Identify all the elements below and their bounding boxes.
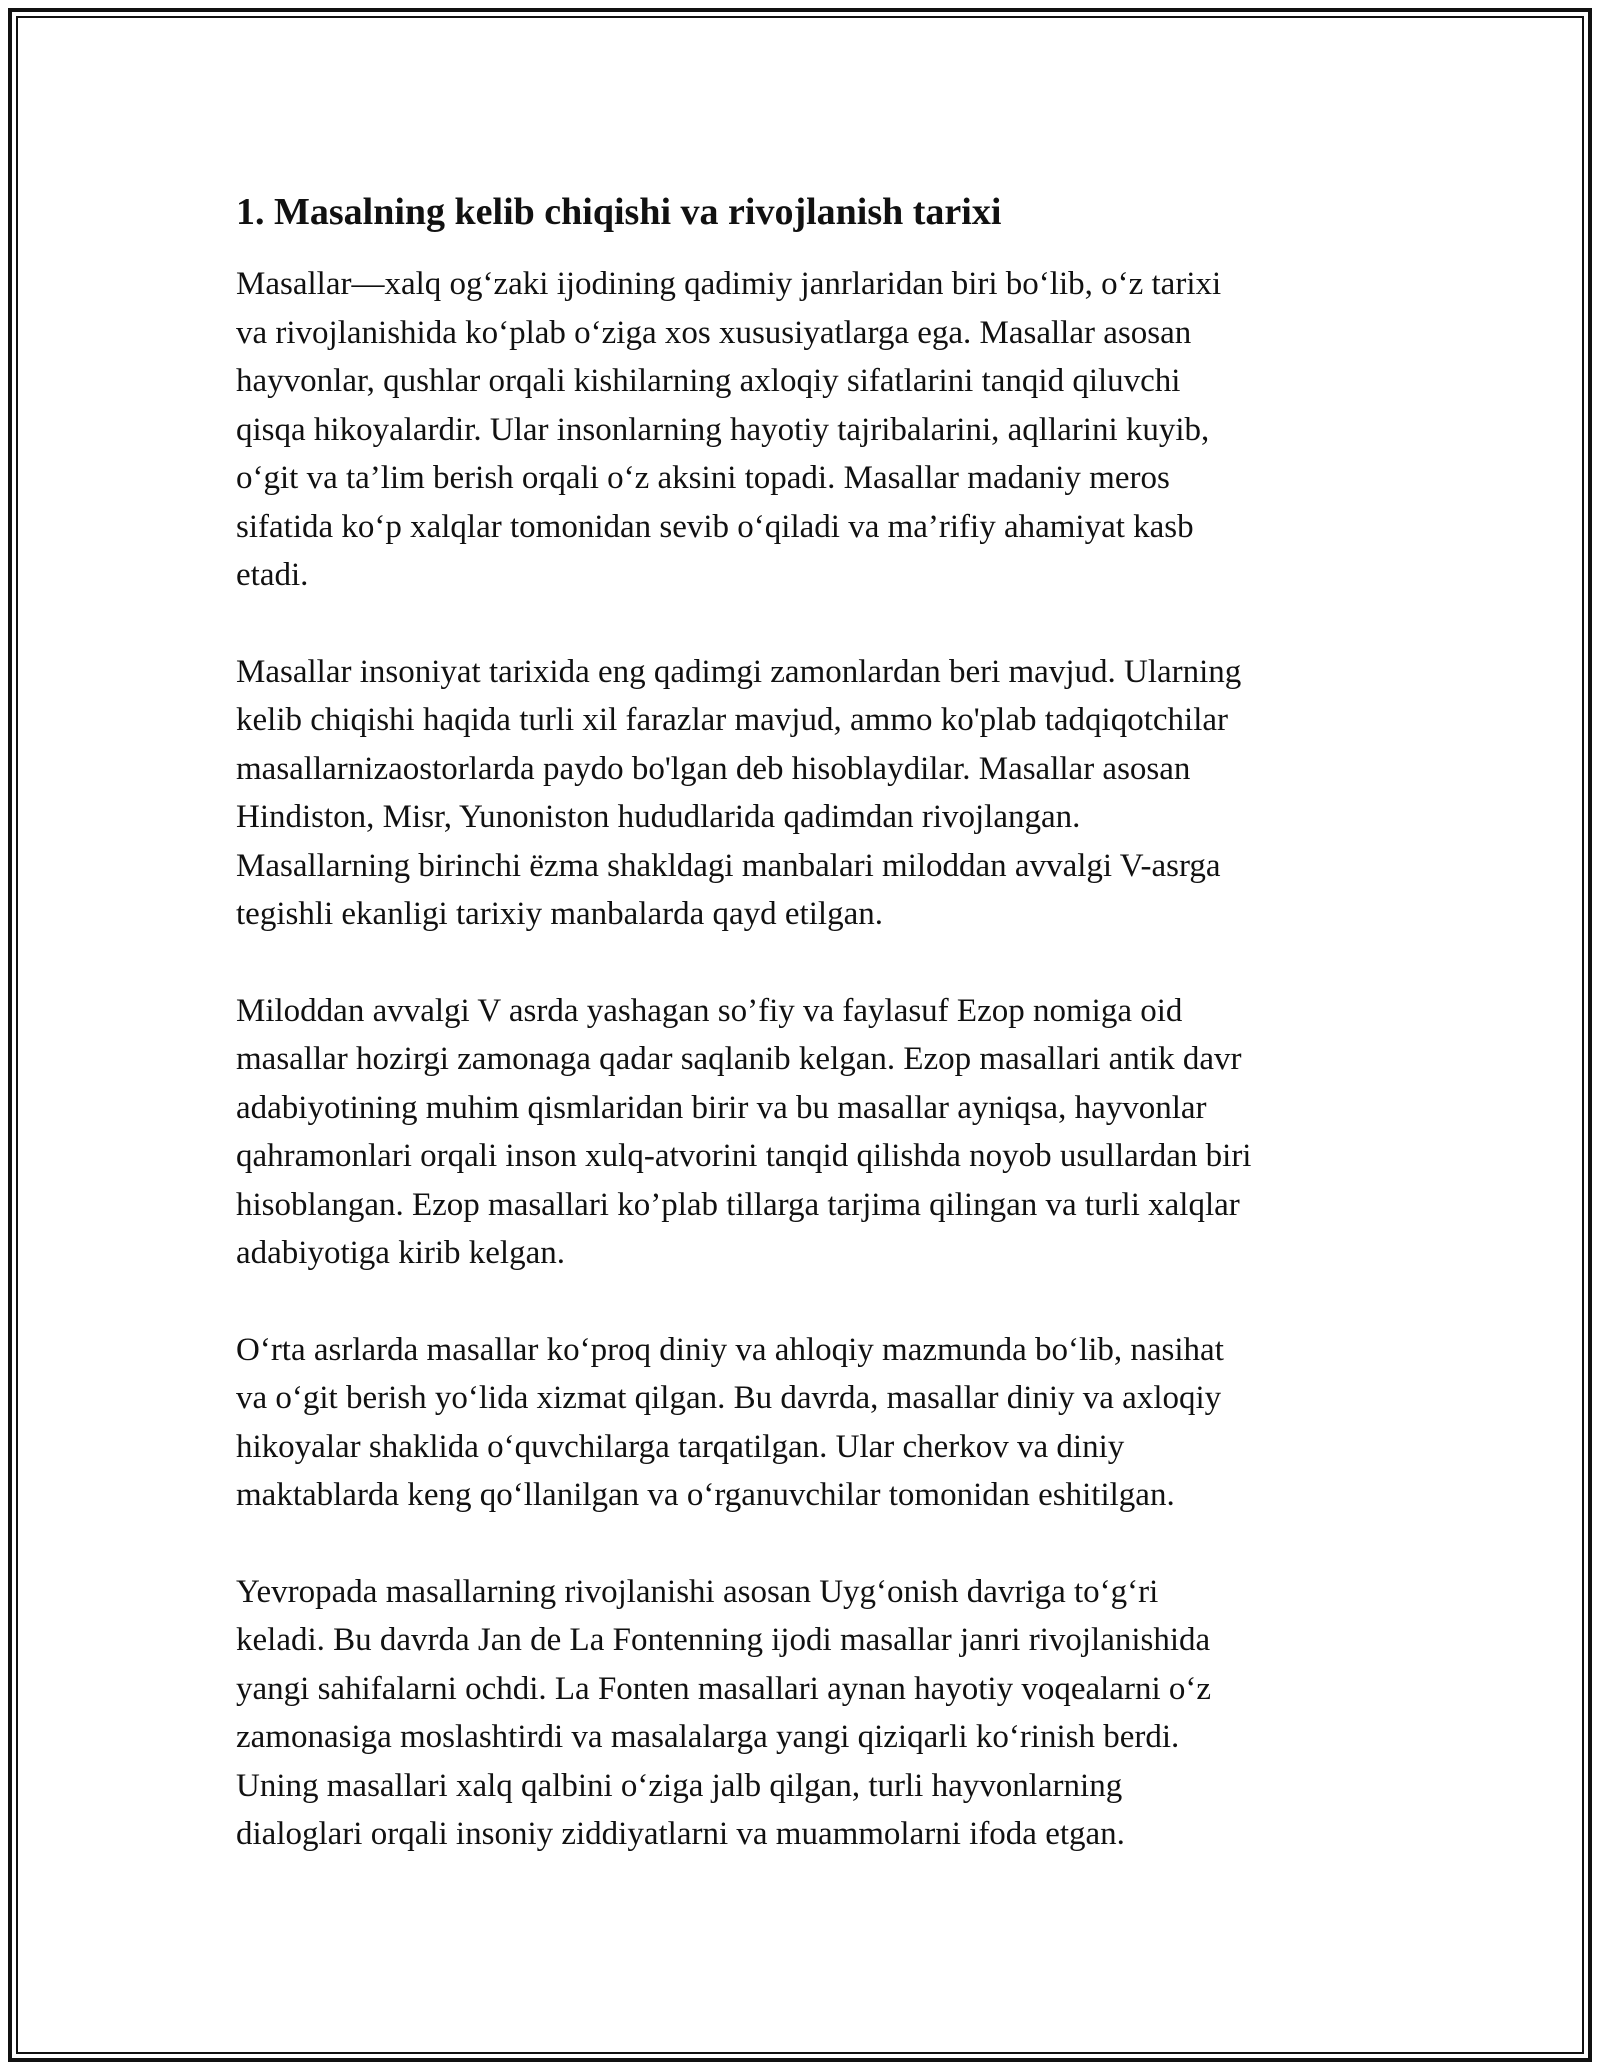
text-line: hayvonlar, qushlar orqali kishilarning axloqiy sifatlarini tanqid qiluvchi xyxy=(236,363,1181,399)
paragraph-3 xyxy=(236,987,1386,1278)
text-line: zamonasiga moslashtirdi va masalalarga yangi qiziqarli ko‘rinish berdi. xyxy=(236,1719,1180,1755)
text-line: va rivojlanishida ko‘plab o‘ziga xos xususiyatlarga ega. Masallar asosan xyxy=(236,314,1192,351)
text-line: qisqa hikoyalardir. Ular insonlarning hayotiy tajribalarini, aqllarini kuyib, xyxy=(236,411,1210,448)
text-line: Masallar—xalq og‘zaki ijodining qadimiy janrlaridan biri bo‘lib, o‘z tarixi xyxy=(236,266,1222,302)
text-line: va o‘git berish yo‘lida xizmat qilgan. Bu davrda, masallar diniy va axloqiy xyxy=(236,1380,1222,1416)
text-line: sifatida ko‘p xalqlar tomonidan sevib o‘qiladi va ma’rifiy ahamiyat kasb xyxy=(236,508,1194,545)
document-body xyxy=(236,186,1386,1907)
text-line: tegishli ekanligi tarixiy manbalarda qayd etilgan. xyxy=(236,896,883,932)
text-line: keladi. Bu davrda Jan de La Fontenning ijodi masallar janri rivojlanishida xyxy=(236,1622,1211,1658)
text-line: Hindiston, Misr, Yunoniston hududlarida qadimdan rivojlangan. xyxy=(236,799,1081,835)
text-line: Yevropada masallarning rivojlanishi asosan Uyg‘onish davriga to‘g‘ri xyxy=(236,1573,1159,1610)
text-line: dialoglari orqali insoniy ziddiyatlarni va muammolarni ifoda etgan. xyxy=(236,1816,1125,1852)
text-line: masallarnizaostorlarda paydo bo'lgan deb hisoblaydilar. Masallar asosan xyxy=(236,750,1191,787)
text-line: kelib chiqishi haqida turli xil farazlar mavjud, ammo ko'plab tadqiqotchilar xyxy=(236,702,1228,738)
text-line: masallar hozirgi zamonaga qadar saqlanib kelgan. Ezop masallari antik davr xyxy=(236,1041,1242,1077)
paragraph-1 xyxy=(236,260,1386,600)
text-line: Miloddan avvalgi V asrda yashagan so’fiy va faylasuf Ezop nomiga oid xyxy=(236,992,1183,1029)
text-line: hisoblangan. Ezop masallari ko’plab tillarga tarjima qilingan va turli xalqlar xyxy=(236,1186,1240,1223)
paragraph-2 xyxy=(236,648,1386,939)
text-line: adabiyotining muhim qismlaridan birir va bu masallar ayniqsa, hayvonlar xyxy=(236,1089,1207,1126)
text-line: O‘rta asrlarda masallar ko‘proq diniy va ahloqiy mazmunda bo‘lib, nasihat xyxy=(236,1331,1224,1368)
text-line: etadi. xyxy=(236,557,309,593)
text-line: yangi sahifalarni ochdi. La Fonten masallari aynan hayotiy voqealarni o‘z xyxy=(236,1670,1211,1707)
text-line: Masallarning birinchi ёzma shakldagi manbalari miloddan avvalgi V-asrga xyxy=(236,847,1221,884)
paragraph-4 xyxy=(236,1326,1386,1520)
paragraph-5 xyxy=(236,1568,1386,1859)
text-line: adabiyotiga kirib kelgan. xyxy=(236,1235,565,1271)
text-line: maktablarda keng qo‘llanilgan va o‘rganuvchilar tomonidan eshitilgan. xyxy=(236,1477,1175,1513)
text-line: Masallar insoniyat tarixida eng qadimgi zamonlardan beri mavjud. Ularning xyxy=(236,653,1242,690)
text-line: Uning masallari xalq qalbini o‘ziga jalb qilgan, turli hayvonlarning xyxy=(236,1767,1123,1804)
section-heading: 1. Masalning kelib chiqishi va rivojlanish tarixi xyxy=(236,191,1002,233)
text-line: o‘git va ta’lim berish orqali o‘z aksini topadi. Masallar madaniy meros xyxy=(236,460,1170,496)
text-line: hikoyalar shaklida o‘quvchilarga tarqatilgan. Ular cherkov va diniy xyxy=(236,1428,1125,1465)
text-line: qahramonlari orqali inson xulq-atvorini tanqid qilishda noyob usullardan biri xyxy=(236,1138,1252,1174)
